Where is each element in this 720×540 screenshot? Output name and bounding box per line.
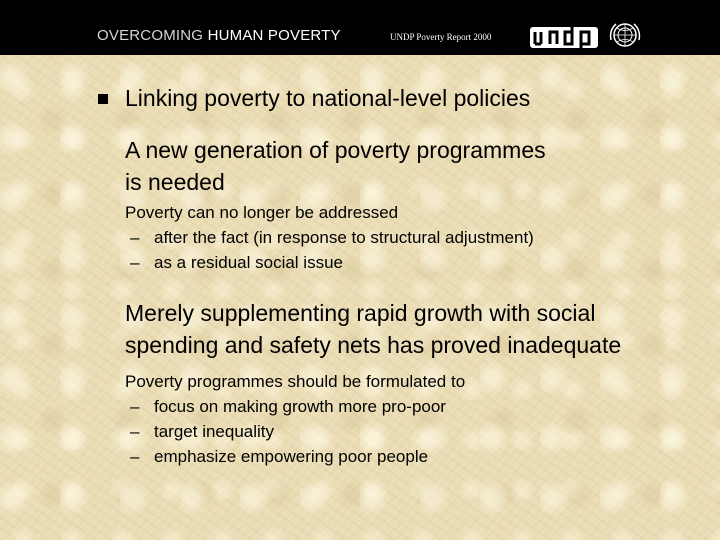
list-item — [125, 419, 465, 444]
list-item — [125, 225, 534, 250]
list-item-text: after the fact (in response to structural adjustment) — [154, 228, 534, 247]
bullet-square-icon — [98, 94, 108, 104]
list-item — [125, 394, 465, 419]
list-item-text: as a residual social issue — [154, 253, 343, 272]
un-emblem-icon — [608, 20, 642, 50]
list-item — [125, 250, 534, 275]
section2-title — [125, 297, 705, 361]
section1-title-line: A new generation of poverty programmes — [125, 137, 546, 163]
header-bar — [0, 0, 720, 55]
dash-marker: – — [130, 422, 140, 441]
dash-marker: – — [130, 253, 140, 272]
dash-marker: – — [130, 447, 140, 466]
section2-details — [125, 369, 465, 469]
section1-title-line: is needed — [125, 169, 225, 195]
slide-heading: Linking poverty to national-level policies — [125, 85, 531, 111]
brand-part1: OVERCOMING — [97, 27, 204, 44]
undp-logo — [530, 22, 598, 50]
section1-lead: Poverty can no longer be addressed — [125, 203, 399, 222]
section2-title-line: Merely supplementing rapid growth with social — [125, 300, 596, 326]
section2-title-line: spending and safety nets has proved inadequate — [125, 332, 622, 358]
list-item-text: focus on making growth more pro-poor — [154, 397, 446, 416]
list-item-text: target inequality — [154, 422, 275, 441]
list-item-text: emphasize empowering poor people — [154, 447, 429, 466]
brand-part2: HUMAN POVERTY — [207, 27, 341, 44]
report-title: UNDP Poverty Report 2000 — [390, 32, 492, 42]
brand-title — [97, 27, 341, 44]
dash-marker: – — [130, 397, 140, 416]
section1-details — [125, 200, 534, 275]
section1-title — [125, 134, 705, 198]
list-item — [125, 444, 465, 469]
section2-lead: Poverty programmes should be formulated to — [125, 372, 466, 391]
dash-marker: – — [130, 228, 140, 247]
